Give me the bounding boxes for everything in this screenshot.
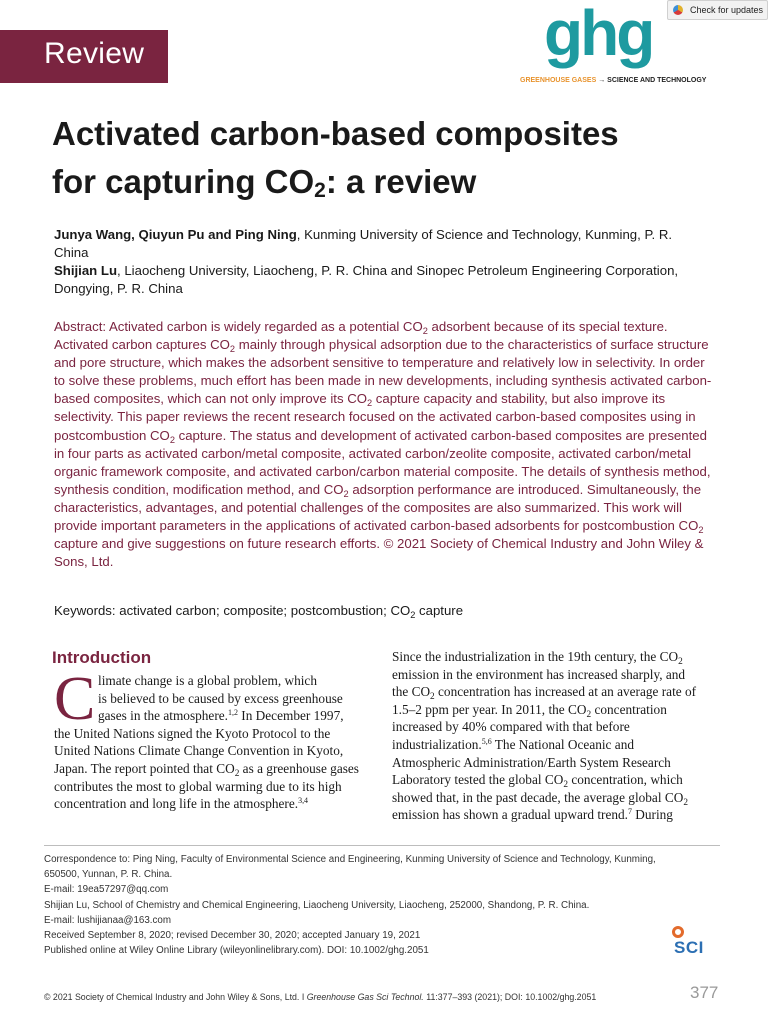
- footnote-correspondence: Correspondence to: Ping Ning, Faculty of Environmental Science and Engineering, Kunming University of Science and Technology, Kunming,: [44, 854, 656, 865]
- abstract: Abstract: Activated carbon is widely regarded as a potential $CO_2$ adsorbent because of its special texture. Activated carbon captures $CO_2$ mainly through physical adsorption due to the characteristics of surface structure and pore structure, which makes the adsorbent sensitive to temperature and relatively low in selectivity. In order to solve these problems, much effort has been made in new developments, including synthesis activated carbon-based composites, which can not only improve its $CO_2$ capture capacity and stability, but also improve its selectivity. This paper reviews the recent research focused on the activated carbon-based composites using in postcombustion $CO_2$ capture. The status and development of activated carbon-based composites are presented in four parts as activated carbon/metal composite, activated carbon/zeolite composite, activated carbon/metal organic framework composite, and activated carbon/carbon material composite. The details of synthesis method, synthesis condition, modification method, and $CO_2$ adsorption performance are introduced. Simultaneously, the characteristics, advantages, and potential challenges of the composites are also summarized. This work will provide important parameters in the applications of activated carbon-based adsorbents for postcombustion $CO_2$ capture and give suggestions on future research efforts. © 2021 Society of Chemical Industry and John Wiley & Sons, Ltd.: [54, 319, 712, 570]
- author-block: [54, 226, 704, 298]
- body-column-left: limate change is a global problem, which is believed to be caused by excess greenhouse gases in the atmosphere.$^{1,2}$ In December 1997, the United Nations signed the Kyoto Protocol to the United Nations Climate Change Convention in Kyoto, Japan. The report pointed that $CO_2$ as a greenhouse gases contributes the most to global warming due to its high concentration and long life in the atmosphere.$^{3,4}$: [54, 673, 359, 812]
- drop-cap: C: [54, 665, 96, 733]
- page-number: 377: [690, 983, 719, 1002]
- footnote-correspondence-address: 650500, Yunnan, P. R. China.: [44, 869, 173, 881]
- page-footer-citation: © 2021 Society of Chemical Industry and John Wiley & Sons, Ltd. I Greenhouse Gas Sci Technol. 11:377–393 (2021); DOI: 10.1002/ghg.2051: [44, 992, 597, 1002]
- footnote-received: Received September 8, 2020; revised December 30, 2020; accepted January 19, 2021: [44, 930, 421, 942]
- footnote-correspondence-2: Shijian Lu, School of Chemistry and Chemical Engineering, Liaocheng University, Liaocheng, 252000, Shandong, P. R. China.: [44, 899, 590, 911]
- footnote-divider: [44, 845, 720, 846]
- article-title: Activated carbon-based composites for capturing $CO_2$: a review: [52, 115, 619, 202]
- journal-logo-mark: ghg: [544, 0, 653, 69]
- sci-logo: [668, 926, 724, 962]
- sci-ring-icon: [672, 926, 684, 938]
- footnote-published: Published online at Wiley Online Library (wileyonlinelibrary.com). DOI: 10.1002/ghg.2051: [44, 945, 429, 957]
- section-heading-introduction: Introduction: [52, 648, 152, 667]
- footnote-email-1[interactable]: E-mail: 19ea57297@qq.com: [44, 884, 169, 896]
- footnotes: [44, 852, 724, 958]
- section-label: Review: [44, 37, 145, 70]
- author-line-2: Shijian Lu, Liaocheng University, Liaocheng, P. R. China and Sinopec Petroleum Engineering Corporation, Dongying, P. R. China: [54, 263, 679, 296]
- journal-logo: [520, 0, 720, 90]
- author-line-1: Junya Wang, Qiuyun Pu and Ping Ning, Kunming University of Science and Technology, Kunming, P. R. China: [54, 227, 673, 260]
- body-column-right: Since the industrialization in the 19th century, the $CO_2$ emission in the environment has increased sharply, and the $CO_2$ concentration has increased at an average rate of 1.5–2 ppm per year. In 2011, the $CO_2$ concentration increased by 40% compared with that before industrialization.$^{5,6}$ The National Oceanic and Atmospheric Administration/Earth System Research Laboratory tested the global $CO_2$ concentration, which showed that, in the past decade, the average global $CO_2$ emission has shown a gradual upward trend.$^7$ During: [392, 649, 697, 823]
- keywords: Keywords: activated carbon; composite; postcombustion; $CO_2$ capture: [54, 603, 464, 620]
- section-label-banner: [0, 30, 168, 83]
- check-for-updates-label: Check for updates: [690, 5, 764, 15]
- footnote-email-2[interactable]: E-mail: lushijianaa@163.com: [44, 914, 172, 926]
- sci-logo-text: SCI: [674, 938, 704, 957]
- journal-logo-subtitle: GREENHOUSE GASES → SCIENCE AND TECHNOLOGY: [520, 77, 707, 84]
